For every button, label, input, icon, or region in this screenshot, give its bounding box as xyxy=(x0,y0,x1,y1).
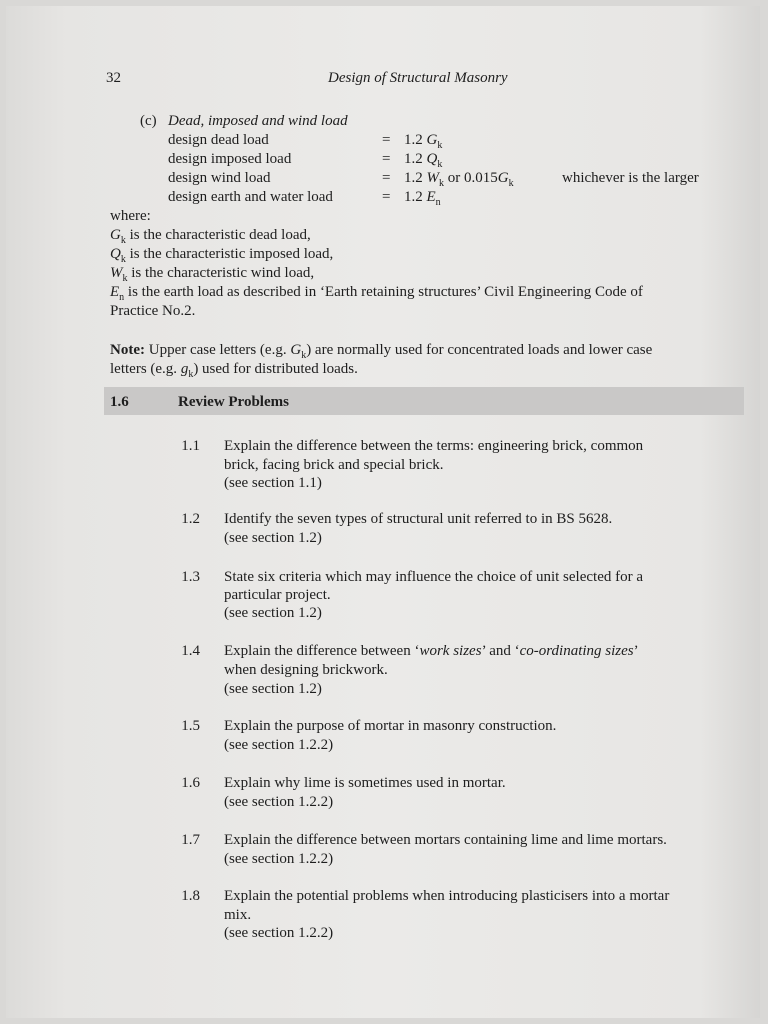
problem-text-line: mix. xyxy=(224,907,252,923)
problem-reference: (see section 1.1) xyxy=(224,475,322,491)
running-title: Design of Structural Masonry xyxy=(328,70,508,86)
note-line-1: Note: Upper case letters (e.g. $G_k$) are normally used for concentrated loads and lower case xyxy=(110,342,653,361)
problem-reference: (see section 1.2) xyxy=(224,681,322,697)
problem-reference: (see section 1.2) xyxy=(224,530,322,546)
design-imposed-load-equals: = xyxy=(382,151,391,167)
design-dead-load-label: design dead load xyxy=(168,132,269,148)
note-line-2: letters (e.g. $g_k$) used for distributed loads. xyxy=(110,361,358,380)
design-imposed-load-value: 1.2 $Q_k$ xyxy=(404,151,443,170)
problem-text-line: State six criteria which may influence the choice of unit selected for a xyxy=(224,569,643,585)
problem-text-line: Explain the difference between the terms: engineering brick, common xyxy=(224,438,644,454)
problem-number: 1.1 xyxy=(181,438,200,454)
design-dead-load-equals: = xyxy=(382,132,391,148)
problem-reference: (see section 1.2) xyxy=(224,605,322,621)
problem-text-line: brick, facing brick and special brick. xyxy=(224,457,444,473)
definition-en-continued: Practice No.2. xyxy=(110,303,196,319)
problem-number: 1.7 xyxy=(181,832,200,848)
design-wind-load-label: design wind load xyxy=(168,170,271,186)
problem-text-line: Identify the seven types of structural unit referred to in BS 5628. xyxy=(224,511,613,527)
problem-text-line: Explain the potential problems when introducing plasticisers into a mortar xyxy=(224,888,670,904)
problem-reference: (see section 1.2.2) xyxy=(224,794,334,810)
load-section-label: (c) xyxy=(140,113,157,129)
section-title: Review Problems xyxy=(178,394,289,410)
problem-reference: (see section 1.2.2) xyxy=(224,851,334,867)
design-earth-water-load-equals: = xyxy=(382,189,391,205)
problem-number: 1.4 xyxy=(181,643,200,659)
definition-gk: $G_k$ is the characteristic dead load, xyxy=(110,227,311,246)
where-label: where: xyxy=(110,208,151,224)
problem-text-line: Explain the difference between ‘work sizes’ and ‘co-ordinating sizes’ xyxy=(224,643,639,659)
problem-number: 1.2 xyxy=(181,511,200,527)
design-dead-load-value: 1.2 $G_k$ xyxy=(404,132,443,151)
design-wind-load-equals: = xyxy=(382,170,391,186)
design-wind-load-note: whichever is the larger xyxy=(562,170,699,186)
problem-number: 1.8 xyxy=(181,888,200,904)
note-label: Note: xyxy=(110,342,145,358)
design-earth-water-load-value: 1.2 $E_n$ xyxy=(404,189,441,208)
problem-reference: (see section 1.2.2) xyxy=(224,737,334,753)
problem-reference: (see section 1.2.2) xyxy=(224,925,334,941)
problem-number: 1.3 xyxy=(181,569,200,585)
definition-qk: $Q_k$ is the characteristic imposed load, xyxy=(110,246,334,265)
problem-text-line: Explain the difference between mortars containing lime and lime mortars. xyxy=(224,832,667,848)
definition-wk: $W_k$ is the characteristic wind load, xyxy=(110,265,315,284)
section-number: 1.6 xyxy=(110,394,129,410)
design-wind-load-value: 1.2 $W_k$ or $0.015G_k$ xyxy=(404,170,514,189)
problem-number: 1.5 xyxy=(181,718,200,734)
load-section-title: Dead, imposed and wind load xyxy=(168,113,348,129)
problem-text-line: Explain why lime is sometimes used in mortar. xyxy=(224,775,506,791)
design-earth-water-load-label: design earth and water load xyxy=(168,189,333,205)
problem-text-line: Explain the purpose of mortar in masonry construction. xyxy=(224,718,557,734)
definition-en: $E_n$ is the earth load as described in ‘Earth retaining structures’ Civil Engineering Code of xyxy=(110,284,643,303)
design-imposed-load-label: design imposed load xyxy=(168,151,292,167)
page-number: 32 xyxy=(106,70,121,86)
problem-text-line: when designing brickwork. xyxy=(224,662,388,678)
problem-text-line: particular project. xyxy=(224,587,331,603)
document-page xyxy=(6,6,760,1018)
problem-number: 1.6 xyxy=(181,775,200,791)
